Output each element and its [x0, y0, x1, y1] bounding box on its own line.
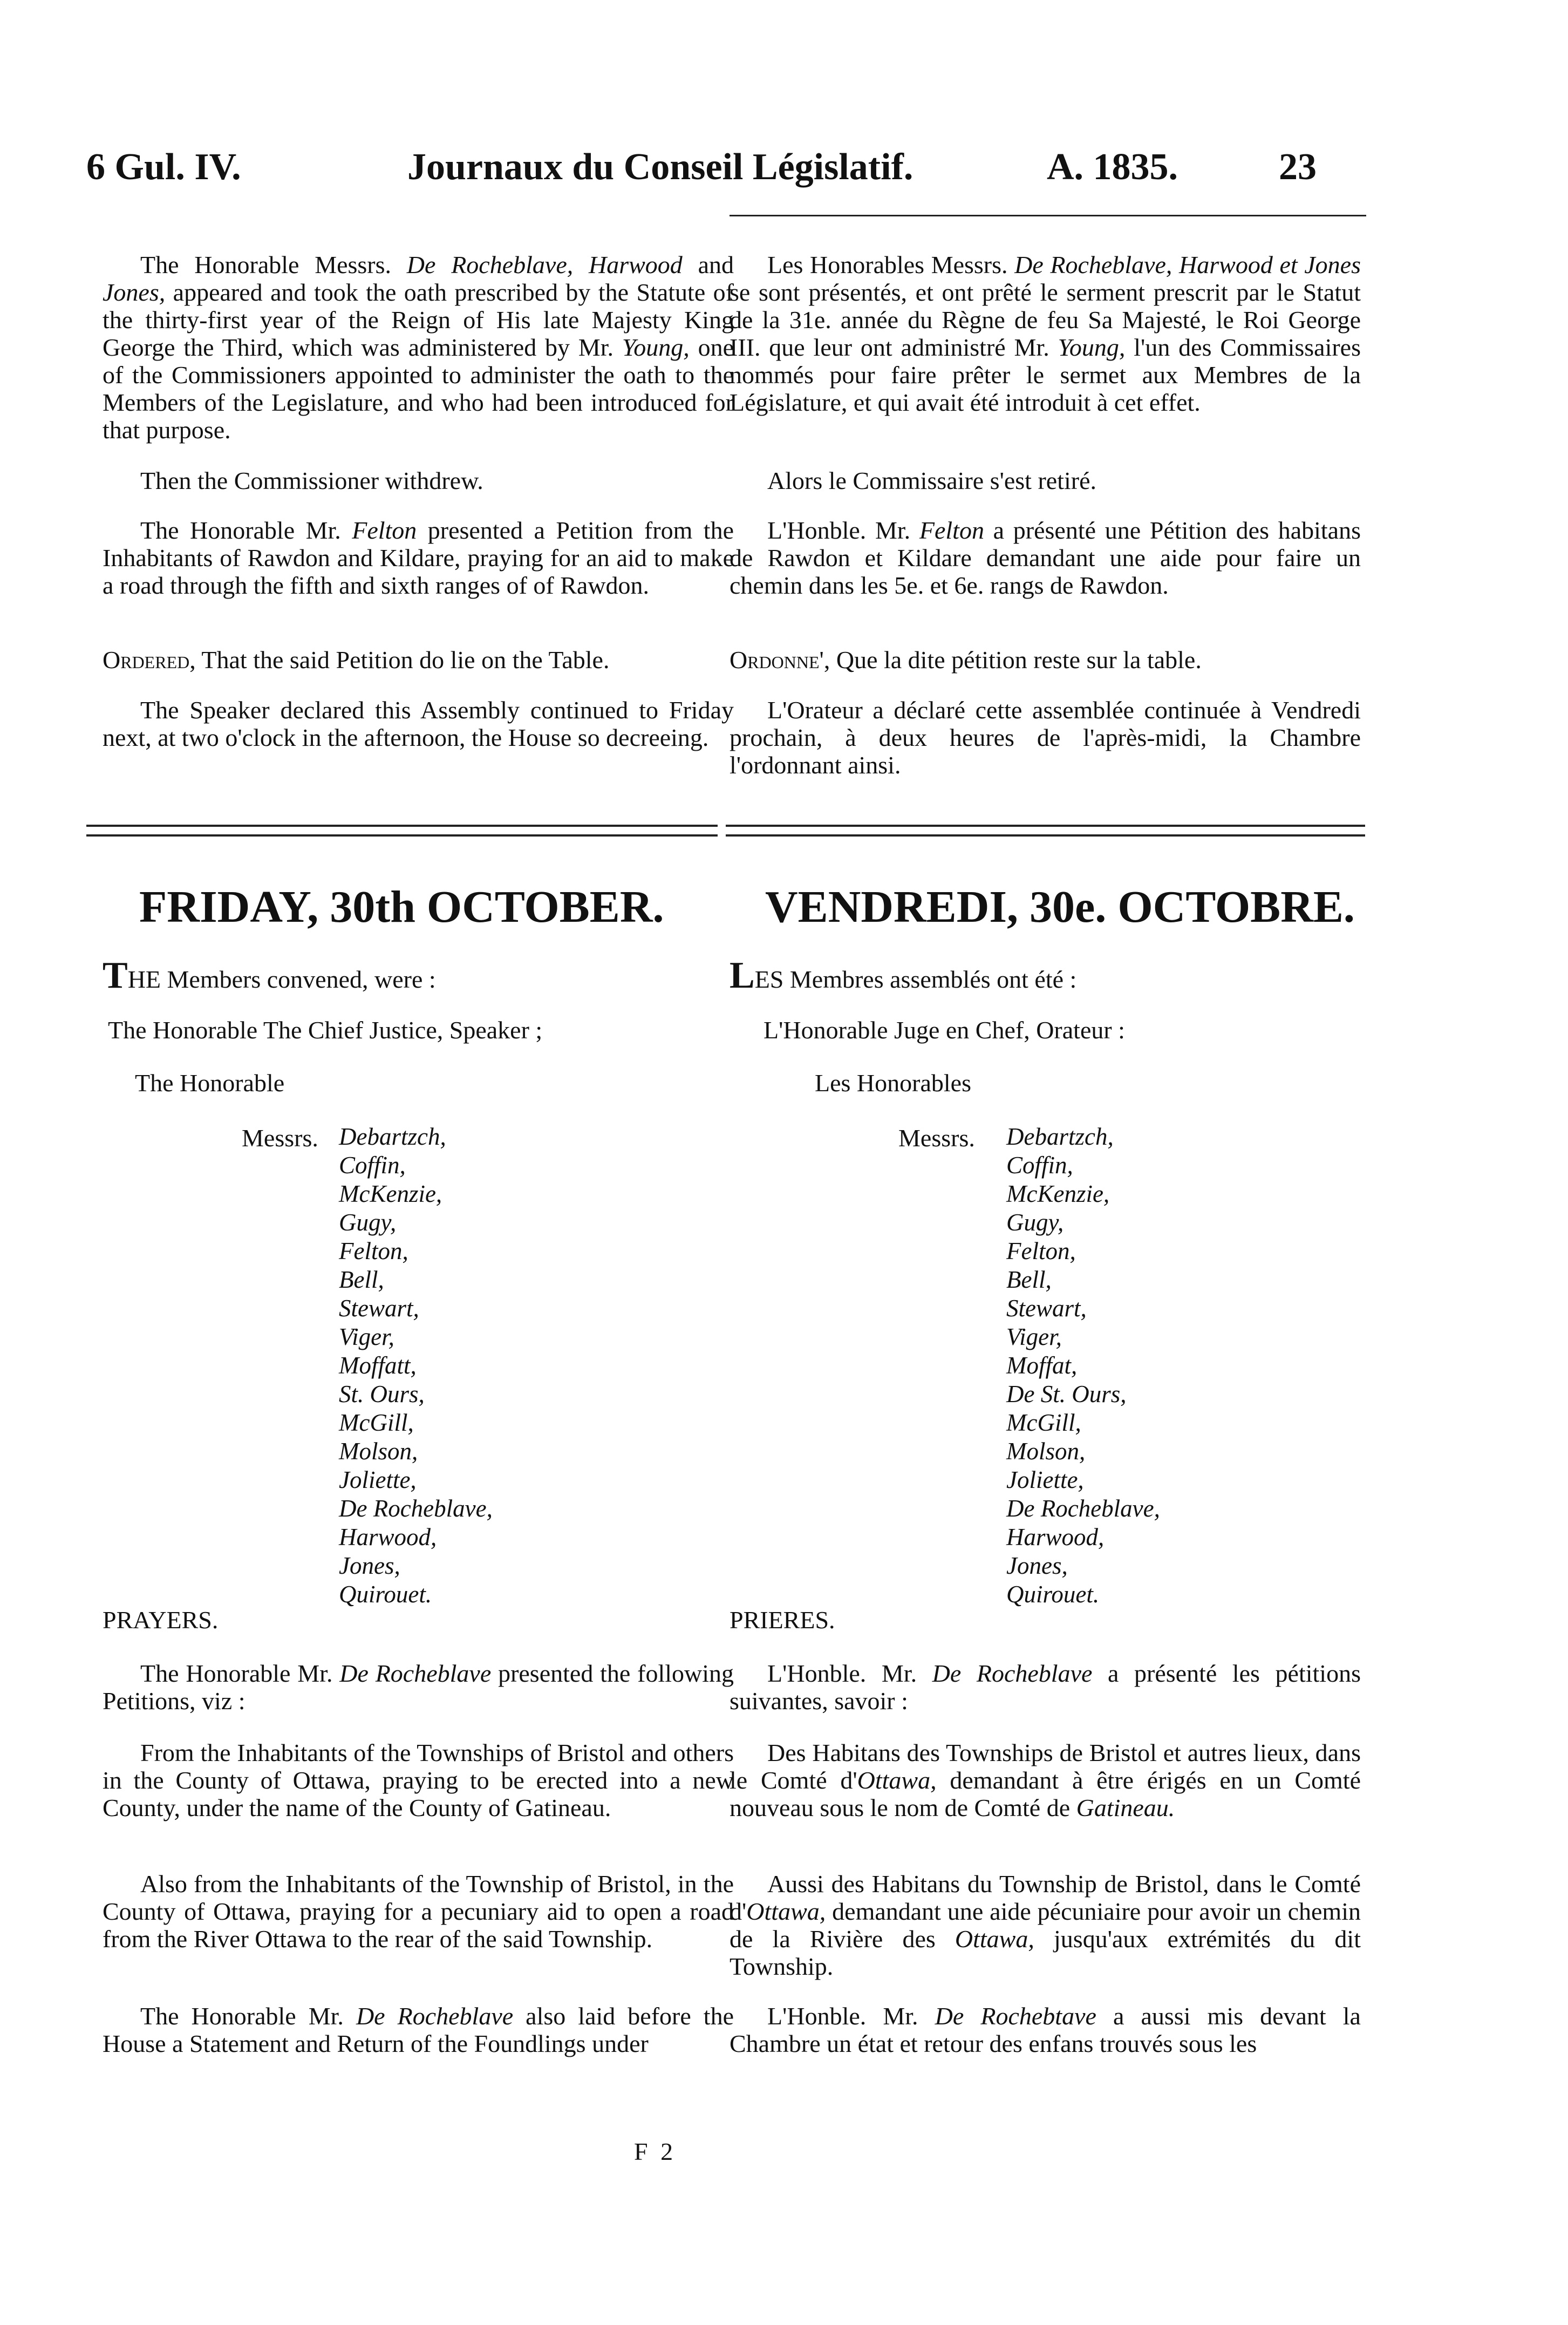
english-speaker-line: The Honorable The Chief Justice, Speaker ;	[108, 1016, 543, 1044]
member-name: Harwood,	[1006, 1524, 1105, 1551]
member-name: McKenzie,	[1006, 1180, 1110, 1207]
member-name: Jones,	[1006, 1552, 1068, 1579]
english-foundlings-paragraph: The Honorable Mr. De Rocheblave also laid before the House a Statement and Return of the Foundlings under	[103, 2002, 734, 2057]
french-members-list	[1006, 1123, 1160, 1609]
member-name: McKenzie,	[339, 1180, 442, 1207]
english-members-list	[339, 1123, 493, 1609]
member-name: Coffin,	[1006, 1152, 1073, 1179]
french-honorables-label: Les Honorables	[815, 1069, 971, 1097]
member-name: Gugy,	[1006, 1209, 1064, 1236]
member-name: Debartzch,	[1006, 1123, 1114, 1150]
member-name: Stewart,	[339, 1295, 419, 1322]
english-petition-road: Also from the Inhabitants of the Township of Bristol, in the County of Ottawa, praying for a pecuniary aid to open a road from the River Ottawa to the rear of the said Township.	[103, 1870, 734, 1953]
french-messrs-label: Messrs.	[898, 1124, 975, 1152]
member-name: Moffat,	[1006, 1352, 1078, 1379]
english-petitions-intro: The Honorable Mr. De Rocheblave presented the following Petitions, viz :	[103, 1660, 734, 1715]
member-name: Joliette,	[339, 1466, 417, 1493]
oath-paragraph: The Honorable Messrs. De Rocheblave, Harwood and Jones, appeared and took the oath prescribed by the Statute of the thirty-first year of the Reign of His late Majesty King George the Third, which was administered by Mr. Young, one of the Commissioners appointed to administer the oath to the Members of the Legislature, and who had been introduced for that purpose.	[103, 251, 734, 444]
member-name: Coffin,	[339, 1152, 406, 1179]
french-enfans-trouves-paragraph: L'Honble. Mr. De Rochebtave a aussi mis devant la Chambre un état et retour des enfans trouvés sous les	[730, 2002, 1361, 2057]
french-ordonne-paragraph: Ordonne', Que la dite pétition reste sur la table.	[730, 646, 1202, 674]
member-name: Moffatt,	[339, 1352, 417, 1379]
french-prieres: PRIERES.	[730, 1606, 835, 1634]
member-name: Jones,	[339, 1552, 400, 1579]
member-name: St. Ours,	[339, 1381, 425, 1408]
english-ordered-paragraph: Ordered, That the said Petition do lie on the Table.	[103, 646, 610, 674]
english-petition-paragraph: The Honorable Mr. Felton presented a Petition from the Inhabitants of Rawdon and Kildare, praying for an aid to make a road through the fifth and sixth ranges of of Rawdon.	[103, 516, 734, 599]
french-adjournment-paragraph: L'Orateur a déclaré cette assemblée continuée à Vendredi prochain, à deux heures de l'après-midi, la Chambre l'ordonnant ainsi.	[730, 696, 1361, 779]
header-rule	[730, 215, 1366, 216]
french-petitions-intro: L'Honble. Mr. De Rocheblave a présenté les pétitions suivantes, savoir :	[730, 1660, 1361, 1715]
english-messrs-label: Messrs.	[242, 1124, 318, 1152]
page-number: 23	[1279, 146, 1317, 188]
member-name: Felton,	[1006, 1238, 1076, 1265]
french-speaker-line: L'Honorable Juge en Chef, Orateur :	[763, 1016, 1125, 1044]
member-name: Bell,	[1006, 1266, 1052, 1293]
member-name: Gugy,	[339, 1209, 397, 1236]
english-convened-line: THE Members convened, were :	[103, 955, 436, 996]
french-petition-bristol: Des Habitans des Townships de Bristol et autres lieux, dans le Comté d'Ottawa, demandant à être érigés en un Comté nouveau sous le nom de Comté de Gatineau.	[730, 1739, 1361, 1821]
member-name: De Rocheblave,	[339, 1495, 493, 1522]
member-name: Molson,	[1006, 1438, 1086, 1465]
french-commissaire-retire: Alors le Commissaire s'est retiré.	[767, 467, 1096, 494]
french-convened-line: LES Membres assemblés ont été :	[730, 955, 1077, 996]
member-name: Bell,	[339, 1266, 384, 1293]
french-petition-chemin: Aussi des Habitans du Township de Bristol, dans le Comté d'Ottawa, demandant une aide pécuniaire pour avoir un chemin de la Rivière des Ottawa, jusqu'aux extrémités du dit Township.	[730, 1870, 1361, 1980]
section-rule-french	[726, 825, 1365, 837]
french-column-top	[730, 251, 1361, 416]
member-name: Debartzch,	[339, 1123, 446, 1150]
journal-title: Journaux du Conseil Législatif.	[407, 146, 913, 188]
member-name: Viger,	[339, 1323, 394, 1350]
year: A. 1835.	[1047, 146, 1178, 188]
member-name: Viger,	[1006, 1323, 1062, 1350]
french-petition-paragraph: L'Honble. Mr. Felton a présenté une Pétition des habitans de Rawdon et Kildare demandant une aide pour faire un chemin dans les 5e. et 6e. rangs de Rawdon.	[730, 516, 1361, 599]
english-prayers: PRAYERS.	[103, 1606, 219, 1634]
serment-paragraph: Les Honorables Messrs. De Rocheblave, Harwood et Jones se sont présentés, et ont prêté le serment prescrit par le Statut de la 31e. année du Règne de feu Sa Majesté, le Roi George III. que leur ont administré Mr. Young, l'un des Commissaires nommés pour faire prêter le sermet aux Membres de la Législature, et qui avait été introduit à cet effet.	[730, 251, 1361, 416]
english-adjournment-paragraph: The Speaker declared this Assembly continued to Friday next, at two o'clock in the afternoon, the House so decreeing.	[103, 696, 734, 751]
signature-mark: F 2	[634, 2138, 677, 2165]
member-name: Molson,	[339, 1438, 418, 1465]
member-name: McGill,	[339, 1409, 414, 1436]
member-name: De Rocheblave,	[1006, 1495, 1160, 1522]
member-name: Quirouet.	[1006, 1581, 1100, 1608]
member-name: Stewart,	[1006, 1295, 1087, 1322]
running-head	[0, 146, 1568, 194]
section-rule-english	[86, 825, 718, 837]
member-name: De St. Ours,	[1006, 1381, 1127, 1408]
english-column-top	[103, 251, 734, 444]
member-name: Quirouet.	[339, 1581, 432, 1608]
english-honorable-label: The Honorable	[135, 1069, 285, 1097]
friday-heading: FRIDAY, 30th OCTOBER.	[139, 882, 664, 932]
member-name: Harwood,	[339, 1524, 437, 1551]
member-name: Felton,	[339, 1238, 408, 1265]
english-petition-bristol: From the Inhabitants of the Townships of Bristol and others in the County of Ottawa, praying to be erected into a new County, under the name of the County of Gatineau.	[103, 1739, 734, 1821]
member-name: McGill,	[1006, 1409, 1081, 1436]
english-commissioner-withdrew: Then the Commissioner withdrew.	[140, 467, 483, 494]
regnal-year: 6 Gul. IV.	[86, 146, 241, 188]
member-name: Joliette,	[1006, 1466, 1084, 1493]
vendredi-heading: VENDREDI, 30e. OCTOBRE.	[765, 882, 1355, 932]
